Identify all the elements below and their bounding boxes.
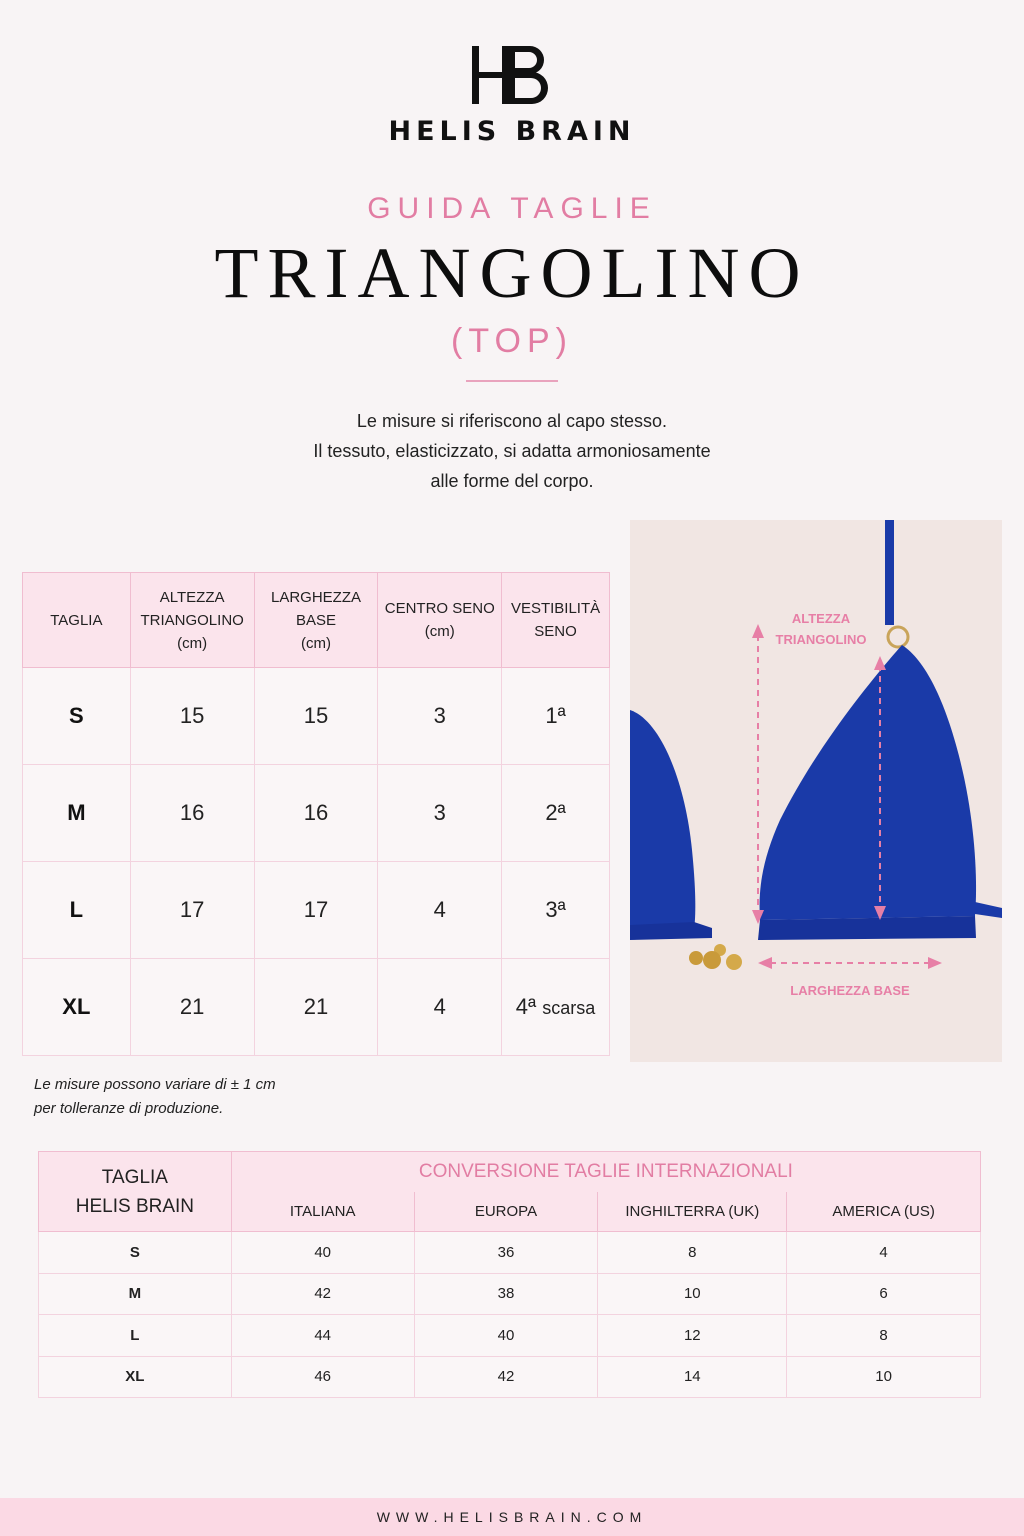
uk-cell: 14	[598, 1356, 787, 1398]
altezza-cell: 21	[130, 959, 254, 1056]
larghezza-cell: 21	[254, 959, 378, 1056]
size-cell: XL	[23, 959, 131, 1056]
centro-cell: 4	[378, 862, 502, 959]
header-uk: INGHILTERRA (UK)	[598, 1192, 787, 1232]
table-row	[39, 1315, 981, 1357]
italiana-cell: 44	[231, 1315, 414, 1357]
altezza-cell: 17	[130, 862, 254, 959]
label-larghezza-base: LARGHEZZA BASE	[790, 983, 910, 998]
italiana-cell: 40	[231, 1232, 414, 1274]
size-cell: L	[39, 1315, 232, 1357]
guide-label: GUIDA TAGLIE	[367, 192, 657, 225]
product-photo	[630, 520, 1002, 1062]
altezza-cell: 16	[130, 765, 254, 862]
us-cell: 8	[787, 1315, 981, 1357]
size-cell: M	[39, 1273, 232, 1315]
size-cell: S	[39, 1232, 232, 1274]
europa-cell: 42	[414, 1356, 598, 1398]
table-row	[39, 1232, 981, 1274]
size-cell: L	[23, 862, 131, 959]
conversion-table	[38, 1151, 981, 1398]
header-centro-seno: CENTRO SENO (cm)	[378, 573, 502, 668]
europa-cell: 38	[414, 1273, 598, 1315]
header-conversion-title: CONVERSIONE TAGLIE INTERNAZIONALI	[231, 1152, 980, 1192]
header-europa: EUROPA	[414, 1192, 598, 1232]
size-cell: M	[23, 765, 131, 862]
header-vestibilita: VESTIBILITÀ SENO	[502, 573, 610, 668]
intro-line: Le misure si riferiscono al capo stesso.	[356, 411, 668, 431]
fit-cell: 2ª	[502, 765, 610, 862]
intro-line: alle forme del corpo.	[430, 471, 594, 491]
us-cell: 10	[787, 1356, 981, 1398]
header-taglia-brand: TAGLIA HELIS BRAIN	[39, 1152, 232, 1232]
uk-cell: 8	[598, 1232, 787, 1274]
brand-monogram-logo	[0, 44, 1024, 110]
centro-cell: 3	[378, 668, 502, 765]
note-line: per tolleranze di produzione.	[34, 1100, 224, 1117]
italiana-cell: 42	[231, 1273, 414, 1315]
fit-cell: 3ª	[502, 862, 610, 959]
centro-cell: 3	[378, 765, 502, 862]
page-title: TRIANGOLINO	[214, 233, 810, 313]
table-row	[23, 959, 610, 1056]
table-row	[23, 765, 610, 862]
intro-text	[82, 406, 942, 496]
page-subtitle: (TOP)	[451, 322, 573, 360]
europa-cell: 36	[414, 1232, 598, 1274]
hb-monogram-icon	[468, 44, 556, 106]
fit-cell: 1ª	[502, 668, 610, 765]
us-cell: 6	[787, 1273, 981, 1315]
header-altezza: ALTEZZA TRIANGOLINO (cm)	[130, 573, 254, 668]
uk-cell: 10	[598, 1273, 787, 1315]
size-table	[22, 572, 610, 1056]
intro-line: Il tessuto, elasticizzato, si adatta armoniosamente	[313, 441, 711, 461]
table-row	[23, 862, 610, 959]
fit-cell: 4ª scarsa	[502, 959, 610, 1056]
brand-name: HELIS BRAIN	[388, 116, 636, 147]
larghezza-cell: 17	[254, 862, 378, 959]
altezza-cell: 15	[130, 668, 254, 765]
us-cell: 4	[787, 1232, 981, 1274]
footer-website-url[interactable]: WWW.HELISBRAIN.COM	[0, 1498, 1024, 1536]
table-row	[39, 1273, 981, 1315]
label-altezza: ALTEZZA TRIANGOLINO	[775, 611, 867, 647]
header-taglia: TAGLIA	[23, 573, 131, 668]
header-italiana: ITALIANA	[231, 1192, 414, 1232]
size-cell: XL	[39, 1356, 232, 1398]
table-row	[23, 668, 610, 765]
table-row	[39, 1356, 981, 1398]
header-larghezza: LARGHEZZA BASE (cm)	[254, 573, 378, 668]
larghezza-cell: 15	[254, 668, 378, 765]
note-line: Le misure possono variare di ± 1 cm	[34, 1076, 276, 1093]
header-us: AMERICA (US)	[787, 1192, 981, 1232]
uk-cell: 12	[598, 1315, 787, 1357]
europa-cell: 40	[414, 1315, 598, 1357]
centro-cell: 4	[378, 959, 502, 1056]
size-cell: S	[23, 668, 131, 765]
italiana-cell: 46	[231, 1356, 414, 1398]
title-divider	[466, 380, 558, 382]
tolerance-note	[34, 1073, 276, 1121]
larghezza-cell: 16	[254, 765, 378, 862]
